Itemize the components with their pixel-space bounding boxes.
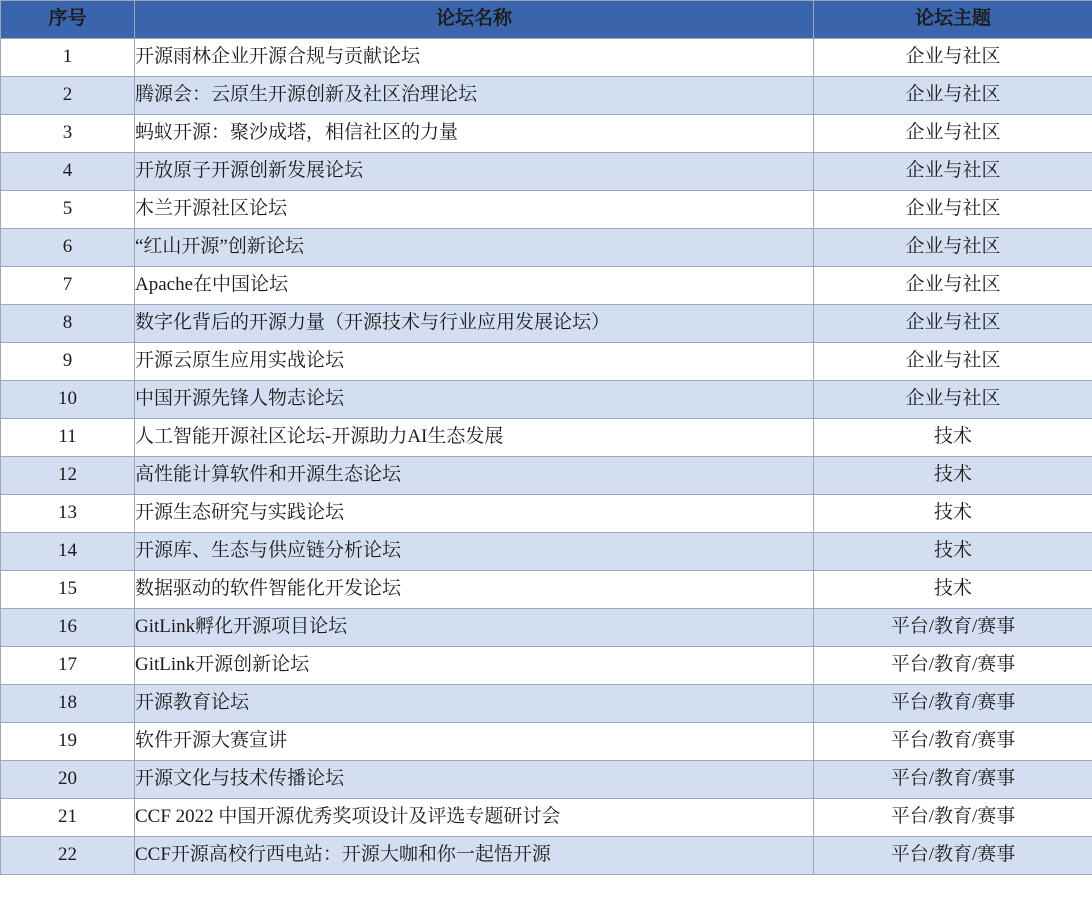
- cell-forum-name: 开放原子开源创新发展论坛: [135, 153, 814, 191]
- cell-forum-topic: 企业与社区: [814, 229, 1092, 267]
- table-row: [1, 419, 1092, 457]
- cell-forum-name: 中国开源先锋人物志论坛: [135, 381, 814, 419]
- cell-index: 6: [1, 229, 135, 267]
- cell-forum-name: “红山开源”创新论坛: [135, 229, 814, 267]
- cell-index: 14: [1, 533, 135, 571]
- cell-index: 21: [1, 799, 135, 837]
- cell-forum-topic: 技术: [814, 419, 1092, 457]
- cell-forum-name: 开源库、生态与供应链分析论坛: [135, 533, 814, 571]
- table-row: [1, 723, 1092, 761]
- cell-forum-topic: 技术: [814, 533, 1092, 571]
- cell-index: 17: [1, 647, 135, 685]
- cell-index: 3: [1, 115, 135, 153]
- cell-forum-name: 腾源会：云原生开源创新及社区治理论坛: [135, 77, 814, 115]
- column-header-forum-name: 论坛名称: [135, 1, 814, 39]
- table-header: [1, 1, 1092, 39]
- cell-forum-name: 高性能计算软件和开源生态论坛: [135, 457, 814, 495]
- cell-forum-topic: 企业与社区: [814, 343, 1092, 381]
- table-row: [1, 609, 1092, 647]
- cell-forum-topic: 平台/教育/赛事: [814, 647, 1092, 685]
- cell-forum-topic: 平台/教育/赛事: [814, 723, 1092, 761]
- table-row: [1, 457, 1092, 495]
- cell-forum-topic: 企业与社区: [814, 267, 1092, 305]
- table-row: [1, 647, 1092, 685]
- table-row: [1, 305, 1092, 343]
- cell-forum-topic: 技术: [814, 457, 1092, 495]
- cell-forum-name: CCF 2022 中国开源优秀奖项设计及评选专题研讨会: [135, 799, 814, 837]
- cell-forum-topic: 平台/教育/赛事: [814, 609, 1092, 647]
- table-row: [1, 39, 1092, 77]
- cell-forum-name: 蚂蚁开源：聚沙成塔，相信社区的力量: [135, 115, 814, 153]
- table-row: [1, 495, 1092, 533]
- cell-forum-topic: 企业与社区: [814, 39, 1092, 77]
- table-row: [1, 191, 1092, 229]
- table-row: [1, 761, 1092, 799]
- cell-forum-topic: 平台/教育/赛事: [814, 837, 1092, 875]
- cell-index: 18: [1, 685, 135, 723]
- table-row: [1, 685, 1092, 723]
- table-row: [1, 571, 1092, 609]
- column-header-index: 序号: [1, 1, 135, 39]
- cell-index: 19: [1, 723, 135, 761]
- cell-index: 22: [1, 837, 135, 875]
- cell-forum-topic: 企业与社区: [814, 191, 1092, 229]
- table-row: [1, 799, 1092, 837]
- cell-forum-topic: 企业与社区: [814, 305, 1092, 343]
- cell-forum-name: 开源雨林企业开源合规与贡献论坛: [135, 39, 814, 77]
- cell-index: 12: [1, 457, 135, 495]
- cell-forum-topic: 技术: [814, 571, 1092, 609]
- cell-forum-name: 数据驱动的软件智能化开发论坛: [135, 571, 814, 609]
- cell-forum-topic: 企业与社区: [814, 77, 1092, 115]
- table-body: [1, 39, 1092, 875]
- cell-forum-name: 开源生态研究与实践论坛: [135, 495, 814, 533]
- cell-index: 7: [1, 267, 135, 305]
- cell-forum-topic: 企业与社区: [814, 381, 1092, 419]
- cell-forum-name: 开源教育论坛: [135, 685, 814, 723]
- cell-forum-name: CCF开源高校行西电站：开源大咖和你一起悟开源: [135, 837, 814, 875]
- cell-forum-name: Apache在中国论坛: [135, 267, 814, 305]
- cell-forum-name: 开源文化与技术传播论坛: [135, 761, 814, 799]
- cell-forum-name: 人工智能开源社区论坛-开源助力AI生态发展: [135, 419, 814, 457]
- cell-index: 11: [1, 419, 135, 457]
- cell-index: 1: [1, 39, 135, 77]
- table-row: [1, 343, 1092, 381]
- cell-index: 20: [1, 761, 135, 799]
- table-row: [1, 533, 1092, 571]
- cell-forum-topic: 企业与社区: [814, 115, 1092, 153]
- cell-forum-name: 数字化背后的开源力量（开源技术与行业应用发展论坛）: [135, 305, 814, 343]
- table-row: [1, 115, 1092, 153]
- table-row: [1, 267, 1092, 305]
- table-row: [1, 77, 1092, 115]
- cell-index: 4: [1, 153, 135, 191]
- cell-forum-topic: 平台/教育/赛事: [814, 799, 1092, 837]
- table-row: [1, 837, 1092, 875]
- cell-forum-topic: 企业与社区: [814, 153, 1092, 191]
- cell-forum-name: GitLink开源创新论坛: [135, 647, 814, 685]
- cell-forum-name: 软件开源大赛宣讲: [135, 723, 814, 761]
- cell-forum-topic: 平台/教育/赛事: [814, 761, 1092, 799]
- table-row: [1, 381, 1092, 419]
- cell-index: 2: [1, 77, 135, 115]
- cell-forum-name: 木兰开源社区论坛: [135, 191, 814, 229]
- table-header-row: [1, 1, 1092, 39]
- cell-index: 8: [1, 305, 135, 343]
- cell-index: 16: [1, 609, 135, 647]
- cell-forum-name: GitLink孵化开源项目论坛: [135, 609, 814, 647]
- cell-forum-topic: 平台/教育/赛事: [814, 685, 1092, 723]
- column-header-forum-topic: 论坛主题: [814, 1, 1092, 39]
- cell-index: 15: [1, 571, 135, 609]
- cell-index: 13: [1, 495, 135, 533]
- cell-forum-topic: 技术: [814, 495, 1092, 533]
- cell-index: 9: [1, 343, 135, 381]
- cell-index: 10: [1, 381, 135, 419]
- cell-forum-name: 开源云原生应用实战论坛: [135, 343, 814, 381]
- cell-index: 5: [1, 191, 135, 229]
- table-row: [1, 229, 1092, 267]
- table-row: [1, 153, 1092, 191]
